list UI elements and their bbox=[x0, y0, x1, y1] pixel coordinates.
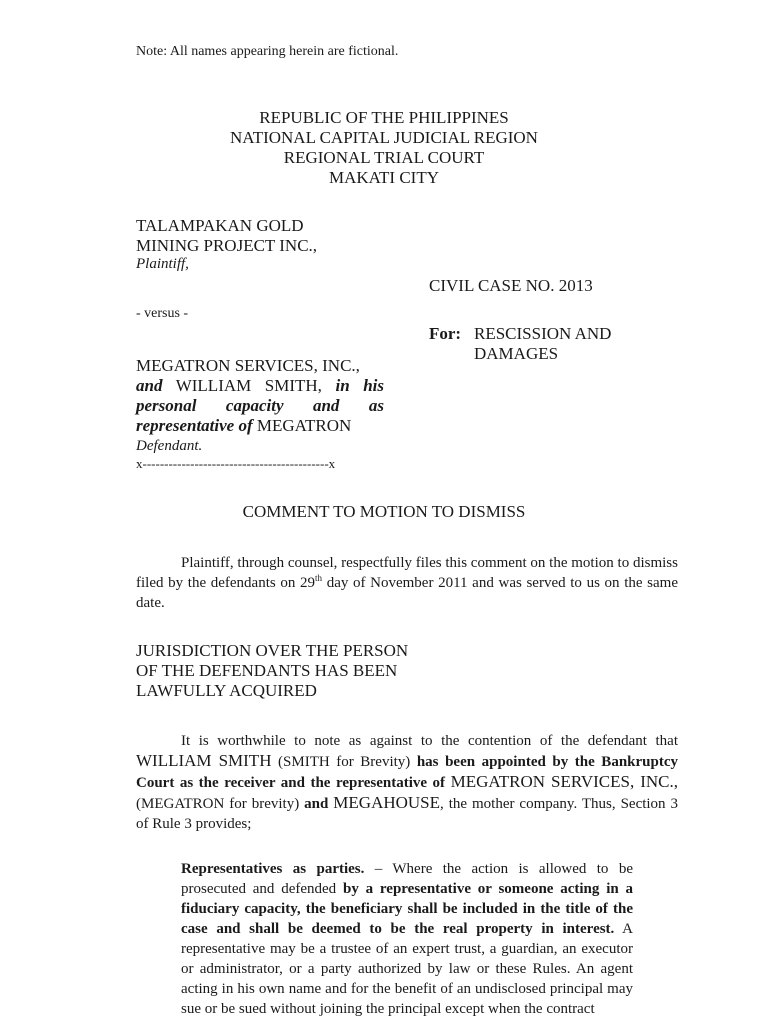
case-for-line2: DAMAGES bbox=[474, 344, 559, 363]
rule-quotation: Representatives as parties. – Where the action is allowed to be prosecuted and defended by a representative or someone acting in a fiduciary capacity, the beneficiary shall be included in the title of the case and shall be deemed to be the real property in interest. A representative may be a trustee of an expert trust, a guardian, an executor or administrator, or a party authorized by law or these Rules. An agent acting in his own name and for the benefit of an undisclosed principal may sue or be sued without joining the principal except when the contract bbox=[181, 861, 633, 1017]
defendant-block bbox=[136, 356, 384, 456]
defendant-line3: personal capacity and as bbox=[136, 396, 384, 415]
caption-divider: x-------------------------------------------x bbox=[136, 456, 336, 471]
versus-label: - versus - bbox=[136, 306, 189, 321]
document-title: COMMENT TO MOTION TO DISMISS bbox=[242, 502, 526, 521]
civil-case-number: CIVIL CASE NO. 2013 bbox=[429, 276, 593, 295]
section-heading-line1: JURISDICTION OVER THE PERSON bbox=[136, 641, 409, 660]
court-caption bbox=[0, 108, 768, 188]
defendant-line4: representative of MEGATRON bbox=[136, 416, 352, 435]
intro-paragraph: Plaintiff, through counsel, respectfully files this comment on the motion to dismiss filed by the defendants on 29th day of November 2011 and was served to us on the same date. bbox=[136, 555, 678, 611]
defendant-name-line1: MEGATRON SERVICES, INC., bbox=[136, 356, 360, 375]
body-paragraph: It is worthwhile to note as against to the contention of the defendant that WILLIAM SMITH (SMITH for Brevity) has been appointed by the Bankruptcy Court as the receiver and the representative of MEGATRON SERVICES, INC., (MEGATRON for brevity) and MEGAHOUSE, the mother company. Thus, Section 3 of Rule 3 provides; bbox=[136, 733, 679, 832]
section-heading-line3: LAWFULLY ACQUIRED bbox=[136, 681, 317, 700]
plaintiff-role: Plaintiff, bbox=[136, 256, 189, 272]
fiction-note: Note: All names appearing herein are fictional. bbox=[136, 44, 399, 59]
case-for-block bbox=[429, 324, 611, 364]
defendant-role: Defendant. bbox=[136, 438, 203, 454]
court-line-region: NATIONAL CAPITAL JUDICIAL REGION bbox=[230, 128, 538, 147]
court-line-city: MAKATI CITY bbox=[328, 168, 440, 187]
defendant-line2: and WILLIAM SMITH, in his bbox=[136, 376, 384, 395]
court-line-trial-court: REGIONAL TRIAL COURT bbox=[283, 148, 485, 167]
court-line-republic: REPUBLIC OF THE PHILIPPINES bbox=[259, 108, 509, 127]
case-for-line1: RESCISSION AND bbox=[474, 324, 612, 343]
case-for-label: For: bbox=[429, 324, 462, 343]
case-for-value bbox=[474, 324, 611, 364]
section-heading-line2: OF THE DEFENDANTS HAS BEEN bbox=[136, 661, 398, 680]
plaintiff-name-line1: TALAMPAKAN GOLD bbox=[136, 216, 304, 235]
section-heading bbox=[136, 641, 408, 701]
plaintiff-name-line2: MINING PROJECT INC., bbox=[136, 235, 318, 255]
plaintiff-block bbox=[136, 216, 317, 275]
